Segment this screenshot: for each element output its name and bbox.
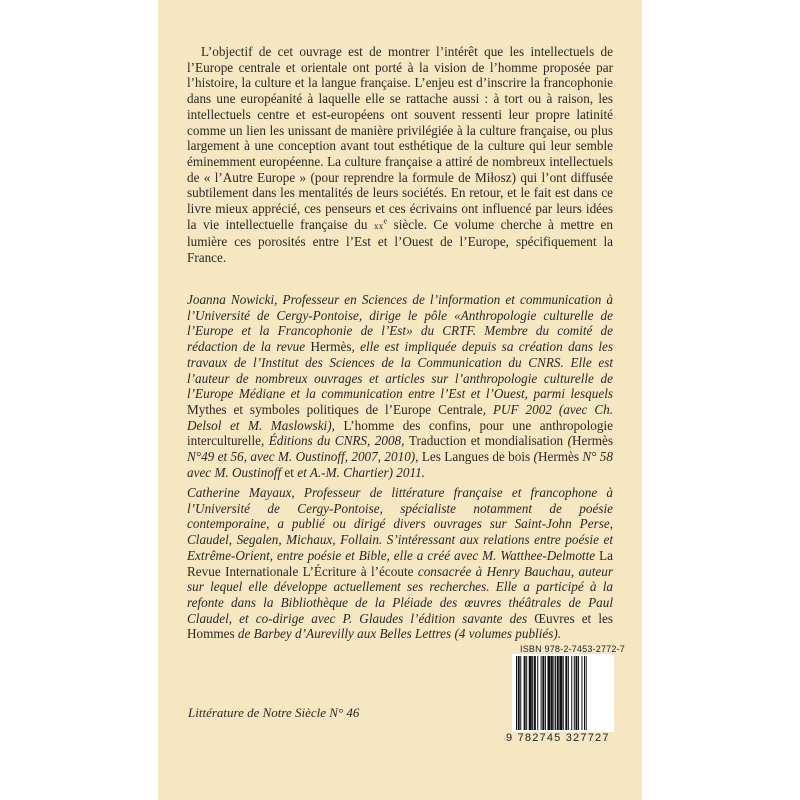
barcode-bar bbox=[568, 656, 569, 730]
synopsis-paragraph bbox=[187, 44, 613, 266]
barcode-bar bbox=[518, 656, 520, 730]
barcode-bar bbox=[541, 656, 542, 730]
barcode-digits: 9 782745 327727 bbox=[506, 732, 610, 744]
bio-title: L’homme des confins, pour une anthropologie interculturelle bbox=[187, 417, 613, 449]
bio-title: Mythes et symboles politiques de l’Europe Centrale bbox=[187, 401, 483, 417]
barcode-bar bbox=[563, 656, 564, 730]
bio-text: et bbox=[284, 464, 294, 480]
series-label: Littérature de Notre Siècle N° 46 bbox=[188, 705, 360, 720]
bio-text: N°49 et 56, avec M. Oustinoff, 2007, 2010), bbox=[187, 449, 422, 465]
bio-text: , Éditions du CNRS, 2008, bbox=[260, 433, 409, 449]
bio-title: Traduction et mondialisation bbox=[408, 433, 564, 449]
author-bio-nowicki bbox=[187, 292, 613, 480]
synopsis-text-end: siècle. Ce volume cherche à mettre en lumière ces porosités entre l’Est et l’Ouest de l’Europe, spécifiquement la France. bbox=[187, 216, 613, 266]
barcode-bar bbox=[542, 656, 544, 730]
barcode-bar bbox=[586, 656, 587, 730]
barcode-bar bbox=[516, 656, 517, 730]
barcode-bar bbox=[581, 656, 582, 730]
barcode-bar bbox=[559, 656, 562, 730]
barcode-bar bbox=[520, 656, 521, 730]
bio-text: ( bbox=[563, 433, 572, 449]
barcode-bar bbox=[551, 656, 553, 730]
barcode-bar bbox=[557, 656, 559, 730]
bio-text: et A.-M. Chartier) 2011. bbox=[293, 464, 425, 480]
century-superscript: e bbox=[383, 216, 388, 226]
barcode-bar bbox=[578, 656, 579, 730]
barcode-bar bbox=[565, 656, 567, 730]
barcode-bar bbox=[576, 656, 578, 730]
barcode-bar bbox=[574, 656, 575, 730]
bio-text: Catherine Mayaux, Professeur de littérature française et francophone à l’Université de Cergy-Pontoise, spécialiste notamment de poésie contemporaine, a publié ou dirigé divers ouvrages sur Saint-John Perse, Claudel, Segalen, Michaux, Follain. S’intéressant aux relations entre poésie et Extrême-Orient, entre poésie et Bible, elle a créé avec M. Watthee-Delmotte bbox=[187, 485, 613, 563]
barcode-bar bbox=[571, 656, 572, 730]
bio-text: de Barbey d’Aurevilly aux Belles Lettres (4 volumes publiés). bbox=[234, 626, 562, 642]
bio-text: , elle est impliquée depuis sa création dans les travaux de l’Institut des Sciences de la Communication du CNRS. Elle est l’auteur de nombreux ouvrages et articles sur l’anthropologie culturelle de l’Europe Médiane et la communication entre l’Est et l’Ouest, parmi lesquels bbox=[187, 339, 613, 402]
century-numeral: xx bbox=[373, 220, 384, 231]
bio-text: ( bbox=[530, 449, 538, 465]
barcode-bar bbox=[553, 656, 554, 730]
barcode-bar bbox=[532, 656, 533, 730]
author-bio-mayaux bbox=[187, 485, 613, 642]
barcode-bar bbox=[547, 656, 550, 730]
barcode-bar bbox=[555, 656, 556, 730]
bio-title: Œuvres et les Hommes bbox=[187, 610, 613, 642]
synopsis-text: L’objectif de cet ouvrage est de montrer l’intérêt que les intellectuels de l’Europe centrale et orientale ont porté à la vision de l’homme proposée par l’histoire, la culture et la langue française. L’enjeu est d’inscrire la francophonie dans une européanité à laquelle elle se rattache aussi : à tort ou à raison, les intellectuels centre et est-européens ont souvent ressenti leur propre latinité comme un lien les unissant de manière privilégiée à la culture française, ou plus largement à une conception avant tout esthétique de la culture qui leur semble éminemment européenne. La culture française a attiré de nombreux intellectuels de « l’Autre Europe » (pour reprendre la formule de Miłosz) qui l’ont diffusée subtilement dans les mentalités de leurs sociétés. En retour, et le fait est dans ce livre mieux apprécié, ces penseurs et ces écrivains ont influencé par leurs idées la vie intellectuelle française du bbox=[187, 44, 613, 232]
barcode-bar bbox=[584, 656, 585, 730]
barcode-bar bbox=[529, 656, 532, 730]
barcode bbox=[512, 654, 614, 732]
bio-text: consacrée à Henry Bauchau, auteur sur lequel elle développe actuellement ses recherches. Elle a participé à la refonte dans la Bibliothèque de la Pléiade des œuvres théâtrales de Paul Claudel, et co-dirige avec P. Glaudes l’édition savante des bbox=[187, 563, 613, 626]
barcode-bars bbox=[516, 656, 610, 730]
bio-title: Hermès bbox=[572, 433, 614, 449]
isbn-label: ISBN 978-2-7453-2772-7 bbox=[520, 644, 625, 654]
bio-title: Hermès bbox=[537, 449, 579, 465]
barcode-bar bbox=[534, 656, 536, 730]
bio-text: Joanna Nowicki, Professeur en Sciences de l’information et communication à l’Université de Cergy-Pontoise, dirige le pôle «Anthropologie culturelle de l’Europe et la Francophonie de l’Est» du CRTF. Membre du comité de rédaction de la revue bbox=[187, 292, 613, 355]
bio-text: N° 58 avec M. Oustinoff bbox=[187, 449, 613, 480]
bio-title: Les Langues de bois bbox=[421, 449, 531, 465]
barcode-bar bbox=[545, 656, 546, 730]
barcode-bar bbox=[524, 656, 526, 730]
bio-title: Hermès bbox=[310, 339, 352, 355]
barcode-bar bbox=[537, 656, 538, 730]
barcode-bar bbox=[526, 656, 527, 730]
bio-title: La Revue Internationale L’Écriture à l’écoute bbox=[187, 547, 613, 579]
bio-text: , PUF 2002 (avec Ch. Delsol et M. Maslowski), bbox=[187, 401, 614, 433]
